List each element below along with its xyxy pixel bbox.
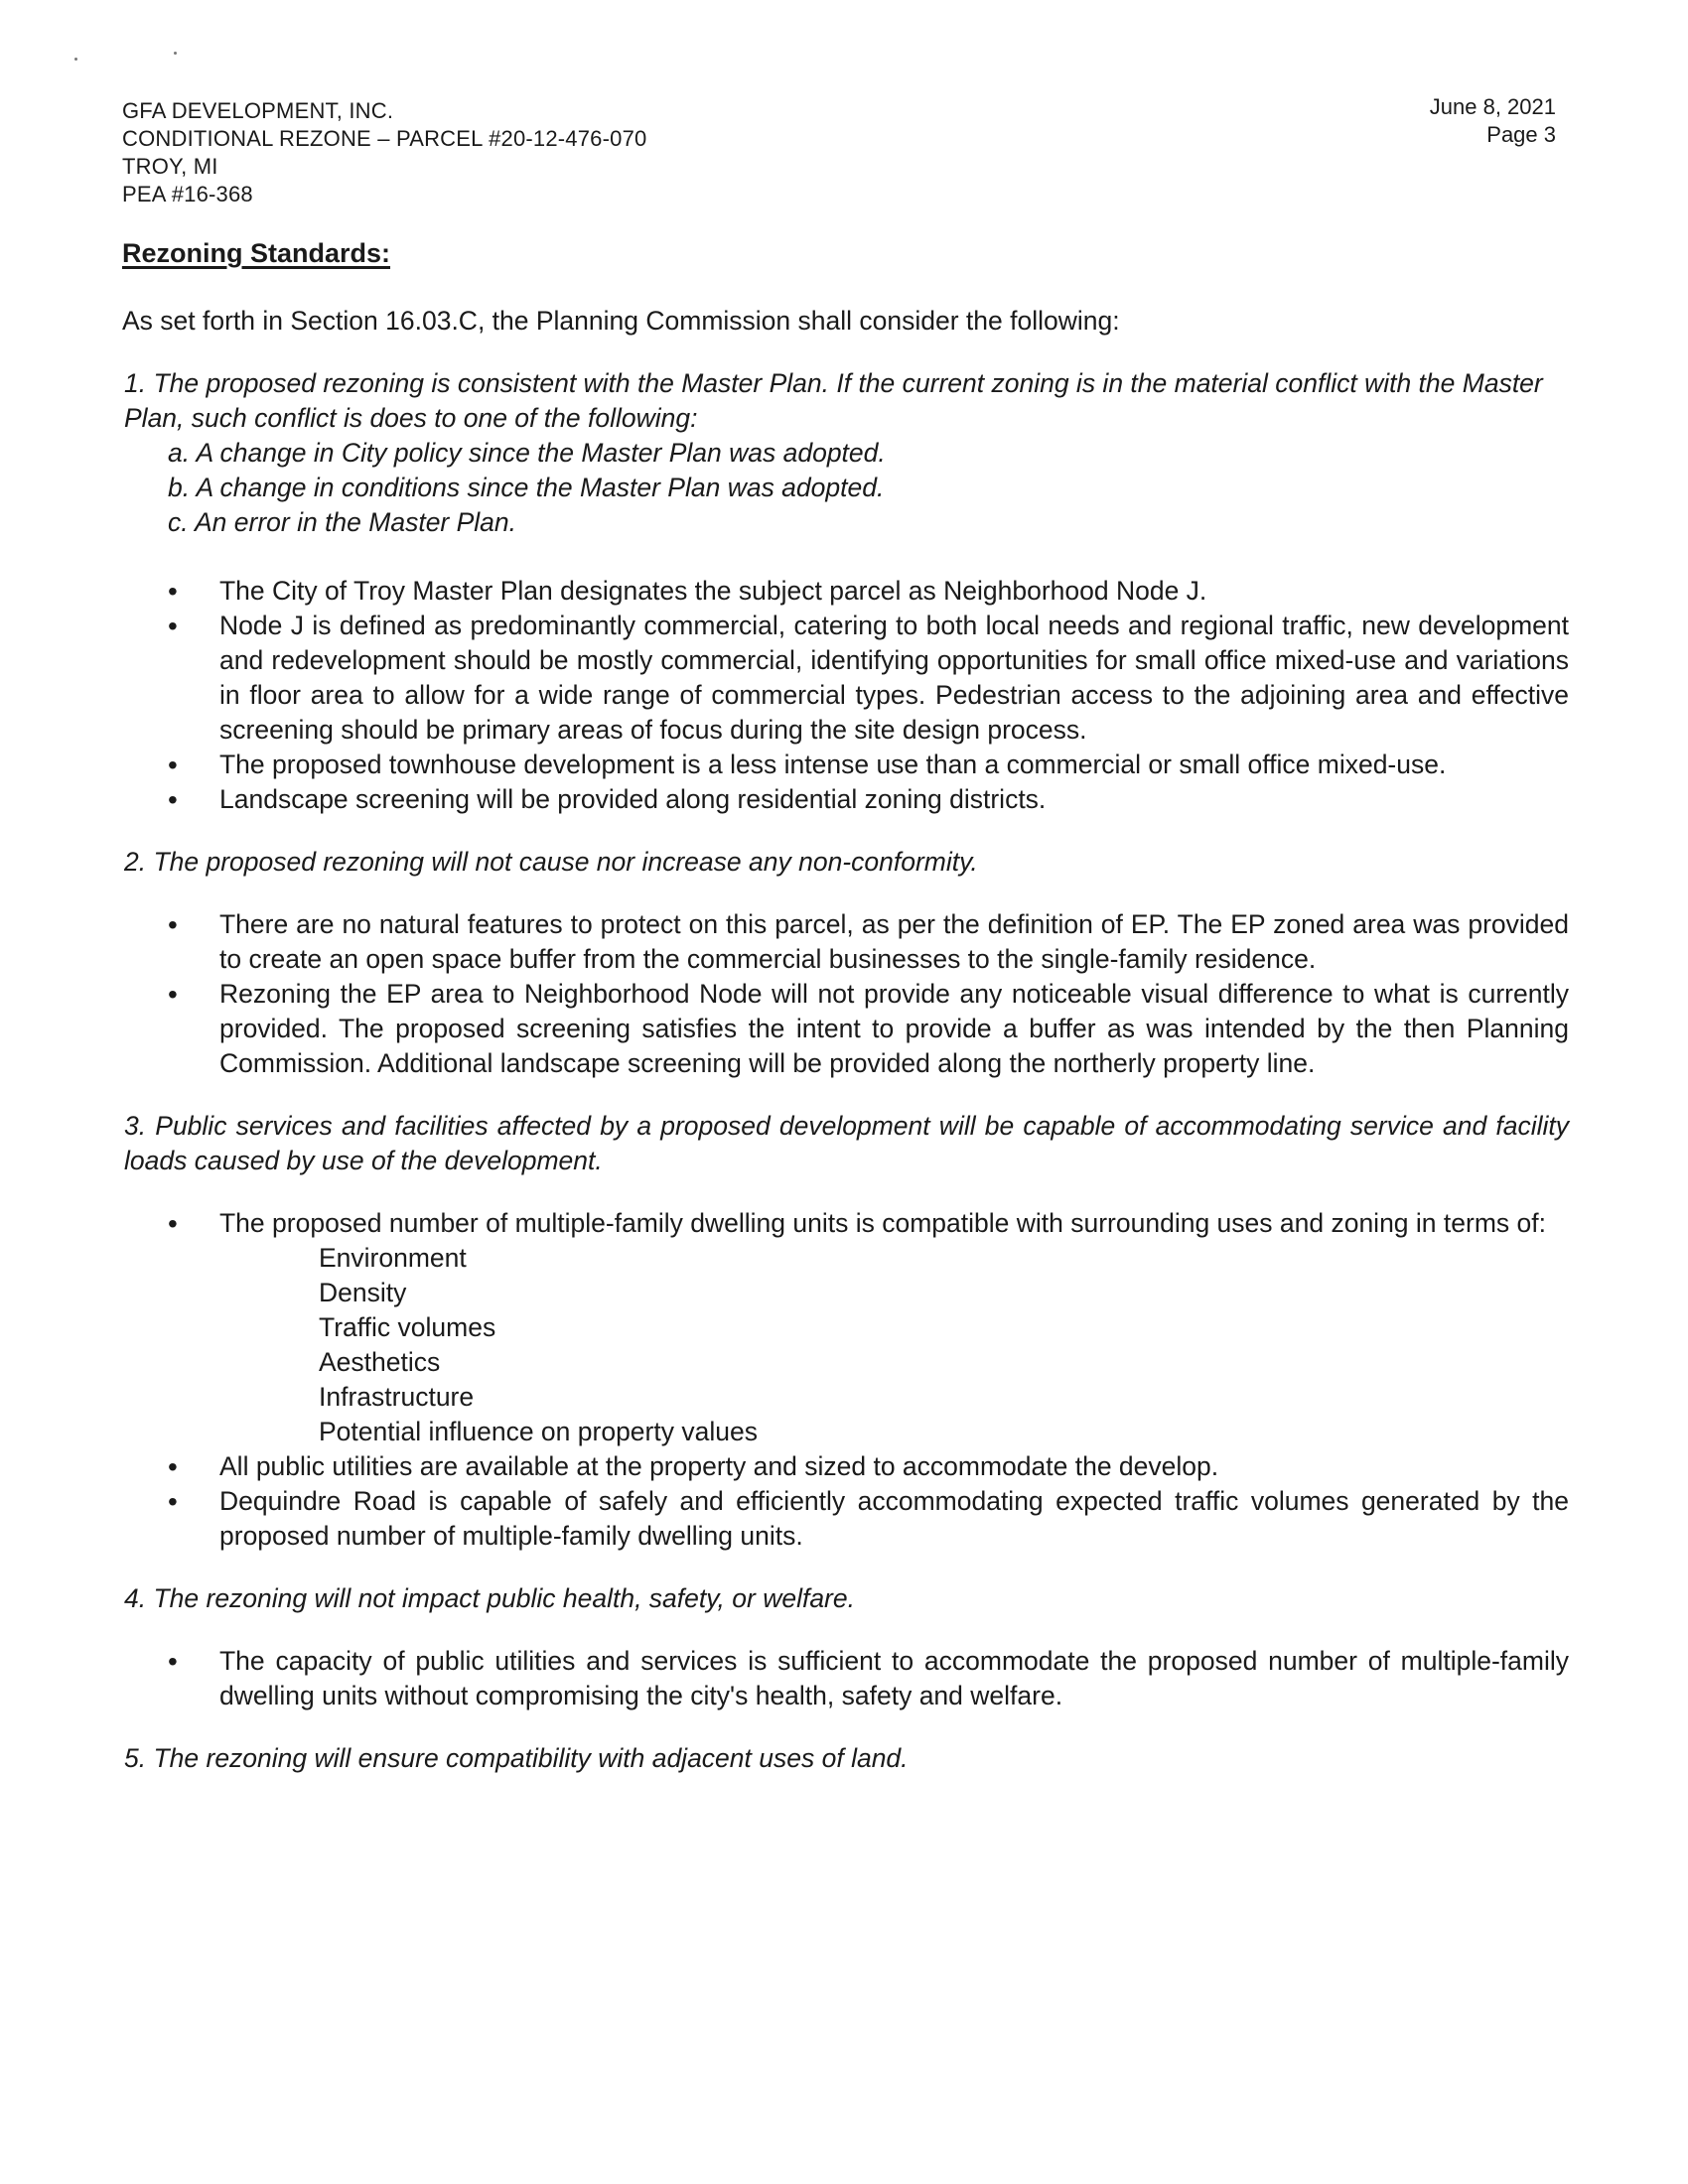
bullet-item: • All public utilities are available at the property and sized to accommodate the develop. xyxy=(219,1449,1569,1484)
criterion-3-bullets xyxy=(122,1206,1569,1554)
criterion-1-sub-b: b. A change in conditions since the Master Plan was adopted. xyxy=(168,473,885,502)
criterion-3: 3. Public services and facilities affected by a proposed development will be capable of accommodating service and facility loads caused by use of the development. xyxy=(124,1111,1569,1175)
criterion-2: 2. The proposed rezoning will not cause nor increase any non-conformity. xyxy=(124,847,978,877)
bullet-item: • The City of Troy Master Plan designates the subject parcel as Neighborhood Node J. xyxy=(219,574,1569,609)
term-item: Traffic volumes xyxy=(319,1312,496,1342)
rezone-parcel: CONDITIONAL REZONE – PARCEL #20-12-476-070 xyxy=(122,126,647,151)
document-date: June 8, 2021 xyxy=(1429,94,1556,119)
company-name: GFA DEVELOPMENT, INC. xyxy=(122,98,394,123)
page-number: Page 3 xyxy=(1486,122,1556,147)
document-body xyxy=(122,298,1569,1776)
bullet-item: • Rezoning the EP area to Neighborhood Node will not provide any noticeable visual difference to what is currently provided. The proposed screening satisfies the intent to provide a buffer as was intended by the then Planning Commission. Additional landscape screening will be provided along the northerly property line. xyxy=(219,977,1569,1081)
criterion-2-bullets xyxy=(122,907,1569,1081)
criterion-4-bullets xyxy=(122,1644,1569,1713)
criterion-1-sub-a: a. A change in City policy since the Master Plan was adopted. xyxy=(168,438,886,468)
term-item: Aesthetics xyxy=(319,1347,441,1377)
criterion-5: 5. The rezoning will ensure compatibility with adjacent uses of land. xyxy=(124,1743,909,1773)
document-header-left xyxy=(122,97,646,208)
bullet-item: • The capacity of public utilities and services is sufficient to accommodate the proposed number of multiple-family dwelling units without compromising the city's health, safety and welfare. xyxy=(219,1644,1569,1713)
criterion-4: 4. The rezoning will not impact public health, safety, or welfare. xyxy=(124,1583,855,1613)
bullet-item: • Dequindre Road is capable of safely and efficiently accommodating expected traffic volumes generated by the proposed number of multiple-family dwelling units. xyxy=(219,1484,1569,1554)
terms-list xyxy=(219,1241,1569,1449)
document-header-right xyxy=(1430,93,1556,149)
criterion-1: 1. The proposed rezoning is consistent with the Master Plan. If the current zoning is in the material conflict with the Master Plan, such conflict is does to one of the following: xyxy=(124,368,1543,433)
intro-paragraph: As set forth in Section 16.03.C, the Planning Commission shall consider the following: xyxy=(122,306,1120,336)
bullet-item: • Landscape screening will be provided along residential zoning districts. xyxy=(219,782,1569,817)
bullet-item: • The proposed townhouse development is a less intense use than a commercial or small office mixed-use. xyxy=(219,748,1569,782)
location: TROY, MI xyxy=(122,154,218,179)
speck-mark xyxy=(174,52,177,55)
criterion-1-bullets xyxy=(122,574,1569,817)
pea-number: PEA #16-368 xyxy=(122,182,253,206)
term-item: Density xyxy=(319,1278,407,1307)
speck-mark xyxy=(74,58,77,61)
term-item: Environment xyxy=(319,1243,467,1273)
scan-specks xyxy=(74,50,194,69)
bullet-item: • Node J is defined as predominantly commercial, catering to both local needs and regional traffic, new development and redevelopment should be mostly commercial, identifying opportunities for small office mixed-use and variations in floor area to allow for a wide range of commercial types. Pedestrian access to the adjoining area and effective screening should be primary areas of focus during the site design process. xyxy=(219,609,1569,748)
term-item: Infrastructure xyxy=(319,1382,475,1412)
bullet-item: • There are no natural features to protect on this parcel, as per the definition of EP. The EP zoned area was provided to create an open space buffer from the commercial businesses to the single-family residence. xyxy=(219,907,1569,977)
bullet-text: The proposed number of multiple-family dwelling units is compatible with surrounding uses and zoning in terms of: xyxy=(219,1208,1546,1238)
section-title: Rezoning Standards: xyxy=(122,238,391,268)
bullet-item xyxy=(219,1206,1569,1449)
term-item: Potential influence on property values xyxy=(319,1417,758,1446)
criterion-1-sub-c: c. An error in the Master Plan. xyxy=(168,507,517,537)
